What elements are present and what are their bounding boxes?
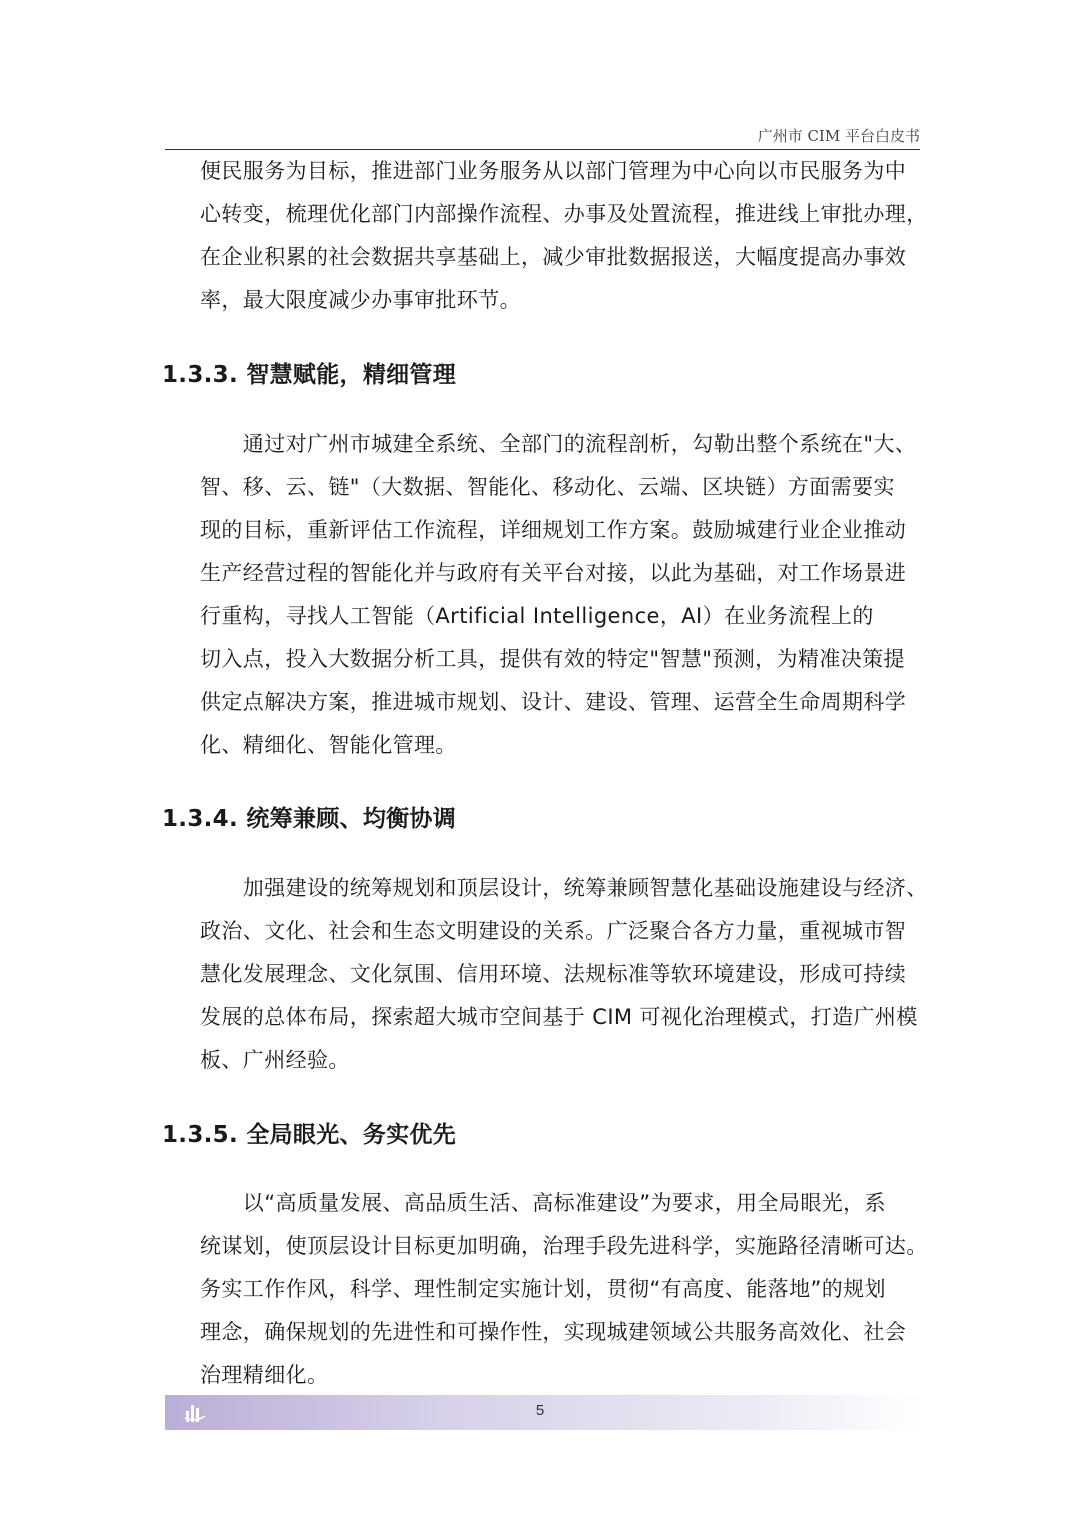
paragraph-line: 慧化发展理念、文化氛围、信用环境、法规标准等软环境建设，形成可持续 xyxy=(200,962,907,986)
paragraph-line: 率，最大限度减少办事审批环节。 xyxy=(200,288,521,312)
paragraph-line: 在企业积累的社会数据共享基础上，减少审批数据报送，大幅度提高办事效 xyxy=(200,245,907,269)
paragraph-line: 政治、文化、社会和生态文明建设的关系。广泛聚合各方力量，重视城市智 xyxy=(200,919,907,943)
paragraph-line: 现的目标，重新评估工作流程，详细规划工作方案。鼓励城建行业企业推动 xyxy=(200,518,907,542)
paragraph-line: 统谋划，使顶层设计目标更加明确，治理手段先进科学，实施路径清晰可达。 xyxy=(200,1234,928,1258)
section-1-3-4-paragraph xyxy=(200,867,928,1082)
section-1-3-5-paragraph xyxy=(200,1182,928,1397)
building-logo-icon xyxy=(183,1401,207,1425)
intro-paragraph xyxy=(200,150,928,322)
section-1-3-3-paragraph xyxy=(200,423,920,767)
paragraph-line: 通过对广州市城建全系统、全部门的流程剖析，勾勒出整个系统在"大、 xyxy=(200,432,917,456)
paragraph-line: 板、广州经验。 xyxy=(200,1048,350,1072)
paragraph-line: 治理精细化。 xyxy=(200,1363,329,1387)
paragraph-line: 加强建设的统筹规划和顶层设计，统筹兼顾智慧化基础设施建设与经济、 xyxy=(200,876,928,900)
paragraph-line: 务实工作作风，科学、理性制定实施计划，贯彻“有高度、能落地”的规划 xyxy=(200,1277,886,1301)
page-number: 5 xyxy=(535,1402,545,1419)
paragraph-line: 化、精细化、智能化管理。 xyxy=(200,733,457,757)
section-heading-1-3-4: 1.3.4. 统筹兼顾、均衡协调 xyxy=(162,806,457,832)
section-heading-1-3-3: 1.3.3. 智慧赋能，精细管理 xyxy=(162,362,457,388)
paragraph-line: 行重构，寻找人工智能（Artificial Intelligence，AI）在业务流程上的 xyxy=(200,604,874,628)
paragraph-line: 便民服务为目标，推进部门业务服务从以部门管理为中心向以市民服务为中 xyxy=(200,159,907,183)
paragraph-line: 切入点，投入大数据分析工具，提供有效的特定"智慧"预测，为精准决策提 xyxy=(200,647,905,671)
paragraph-line: 供定点解决方案，推进城市规划、设计、建设、管理、运营全生命周期科学 xyxy=(200,690,907,714)
section-heading-1-3-5: 1.3.5. 全局眼光、务实优先 xyxy=(162,1122,457,1148)
paragraph-line: 发展的总体布局，探索超大城市空间基于 CIM 可视化治理模式，打造广州模 xyxy=(200,1005,918,1029)
paragraph-line: 心转变，梳理优化部门内部操作流程、办事及处置流程，推进线上审批办理， xyxy=(200,202,928,226)
paragraph-line: 生产经营过程的智能化并与政府有关平台对接，以此为基础，对工作场景进 xyxy=(200,561,907,585)
running-header: 广州市 CIM 平台白皮书 xyxy=(165,125,920,150)
paragraph-line: 以“高质量发展、高品质生活、高标准建设”为要求，用全局眼光，系 xyxy=(200,1191,886,1215)
paragraph-line: 智、移、云、链"（大数据、智能化、移动化、云端、区块链）方面需要实 xyxy=(200,475,895,499)
paragraph-line: 理念，确保规划的先进性和可操作性，实现城建领域公共服务高效化、社会 xyxy=(200,1320,907,1344)
